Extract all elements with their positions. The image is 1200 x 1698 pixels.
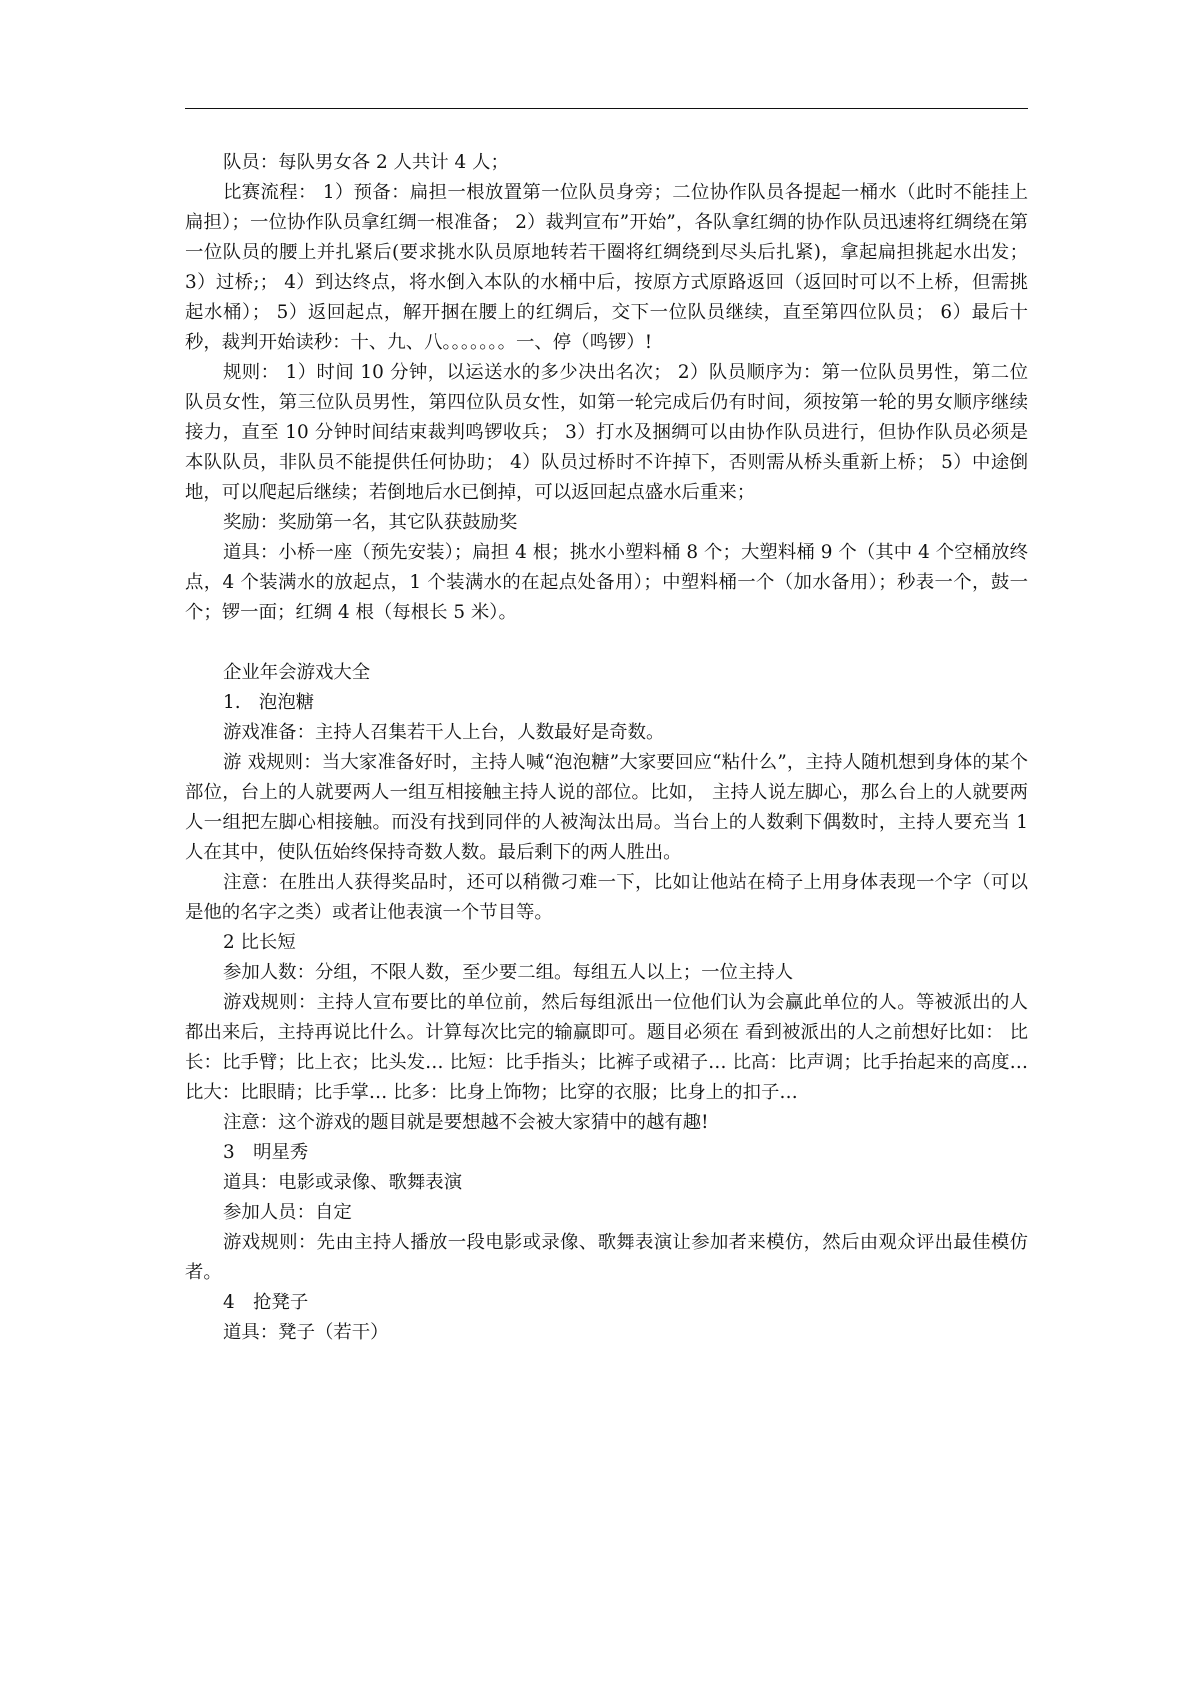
race-process-paragraph: 比赛流程： 1）预备：扁担一根放置第一位队员身旁；二位协作队员各提起一桶水（此时不能挂上扁担）；一位协作队员拿红绸一根准备； 2）裁判宣布”开始”，各队拿红绸的协作队员迅速将红绸绕在第一位队员的腰上并扎紧后(要求挑水队员原地转若干圈将红绸绕到尽头后扎紧)，拿起扁担挑起水出发； 3）过桥;； 4）到达终点，将水倒入本队的水桶中后，按原方式原路返回（返回时可以不上桥，但需挑起水桶）； 5）返回起点，解开捆在腰上的红绸后，交下一位队员继续，直至第四位队员； 6）最后十秒，裁判开始读秒：十、九、八。。。。。。。一、停（鸣锣）! [185,182,1028,353]
props-paragraph: 道具：小桥一座（预先安装）；扁担 4 根；挑水小塑料桶 8 个；大塑料桶 9 个（其中 4 个空桶放终点，4 个装满水的放起点，1 个装满水的在起点处备用）；中塑料桶一个（加水备用）；秒表一个，鼓一个；锣一面；红绸 4 根（每根长 5 米）。 [185,542,1028,623]
game-preparation-paragraph: 游戏准备：主持人召集若干人上台，人数最好是奇数。 [223,722,665,743]
note-paragraph: 注意：在胜出人获得奖品时，还可以稍微刁难一下，比如让他站在椅子上用身体表现一个字（可以是他的名字之类）或者让他表演一个节目等。 [185,872,1028,923]
game-rules-paragraph: 游 戏规则：当大家准备好时，主持人喊“泡泡糖”大家要回应“粘什么”，主持人随机想到身体的某个部位，台上的人就要两人一组互相接触主持人说的部位。比如， 主持人说左脚心，那么台上的人就要两人一组把左脚心相接触。而没有找到同伴的人被淘汰出局。当台上的人数剩下偶数时，主持人要充当 1 人在其中，使队伍始终保持奇数人数。最后剩下的两人胜出。 [185,752,1028,863]
body-text [185,148,1028,1348]
props-paragraph: 道具：电影或录像、歌舞表演 [223,1172,463,1193]
header-rule [185,108,1028,109]
game-title: 3 明星秀 [223,1142,309,1163]
game-title: 1. 泡泡糖 [223,692,315,713]
note-paragraph: 注意：这个游戏的题目就是要想越不会被大家猜中的越有趣! [223,1112,709,1133]
game-title: 2 比长短 [223,932,296,953]
section-heading: 企业年会游戏大全 [223,662,371,683]
game-rules-paragraph: 游戏规则：主持人宣布要比的单位前，然后每组派出一位他们认为会赢此单位的人。等被派出的人都出来后，主持再说比什么。计算每次比完的输赢即可。题目必须在 看到被派出的人之前想好比如： 比长：比手臂；比上衣；比头发… 比短：比手指头；比裤子或裙子… 比高：比声调；比手抬起来的高度… 比大：比眼睛；比手掌… 比多：比身上饰物；比穿的衣服；比身上的扣子… [185,992,1028,1103]
game-title: 4 抢凳子 [223,1292,309,1313]
participants-paragraph: 参加人数：分组，不限人数，至少要二组。每组五人以上；一位主持人 [223,962,794,983]
participants-paragraph: 参加人员：自定 [223,1202,352,1223]
rules-paragraph: 规则： 1）时间 10 分钟，以运送水的多少决出名次； 2）队员顺序为：第一位队员男性，第二位队员女性，第三位队员男性，第四位队员女性，如第一轮完成后仍有时间，须按第一轮的男女顺序继续接力，直至 10 分钟时间结束裁判鸣锣收兵； 3）打水及捆绸可以由协作队员进行，但协作队员必须是本队队员，非队员不能提供任何协助； 4）队员过桥时不许掉下，否则需从桥头重新上桥； 5）中途倒地，可以爬起后继续；若倒地后水已倒掉，可以返回起点盛水后重来； [185,362,1028,503]
team-members-paragraph: 队员：每队男女各 2 人共计 4 人； [223,152,509,173]
rewards-paragraph: 奖励：奖励第一名，其它队获鼓励奖 [223,512,518,533]
props-paragraph: 道具：凳子（若干） [223,1322,389,1343]
game-rules-paragraph: 游戏规则：先由主持人播放一段电影或录像、歌舞表演让参加者来模仿，然后由观众评出最佳模仿者。 [185,1232,1028,1283]
